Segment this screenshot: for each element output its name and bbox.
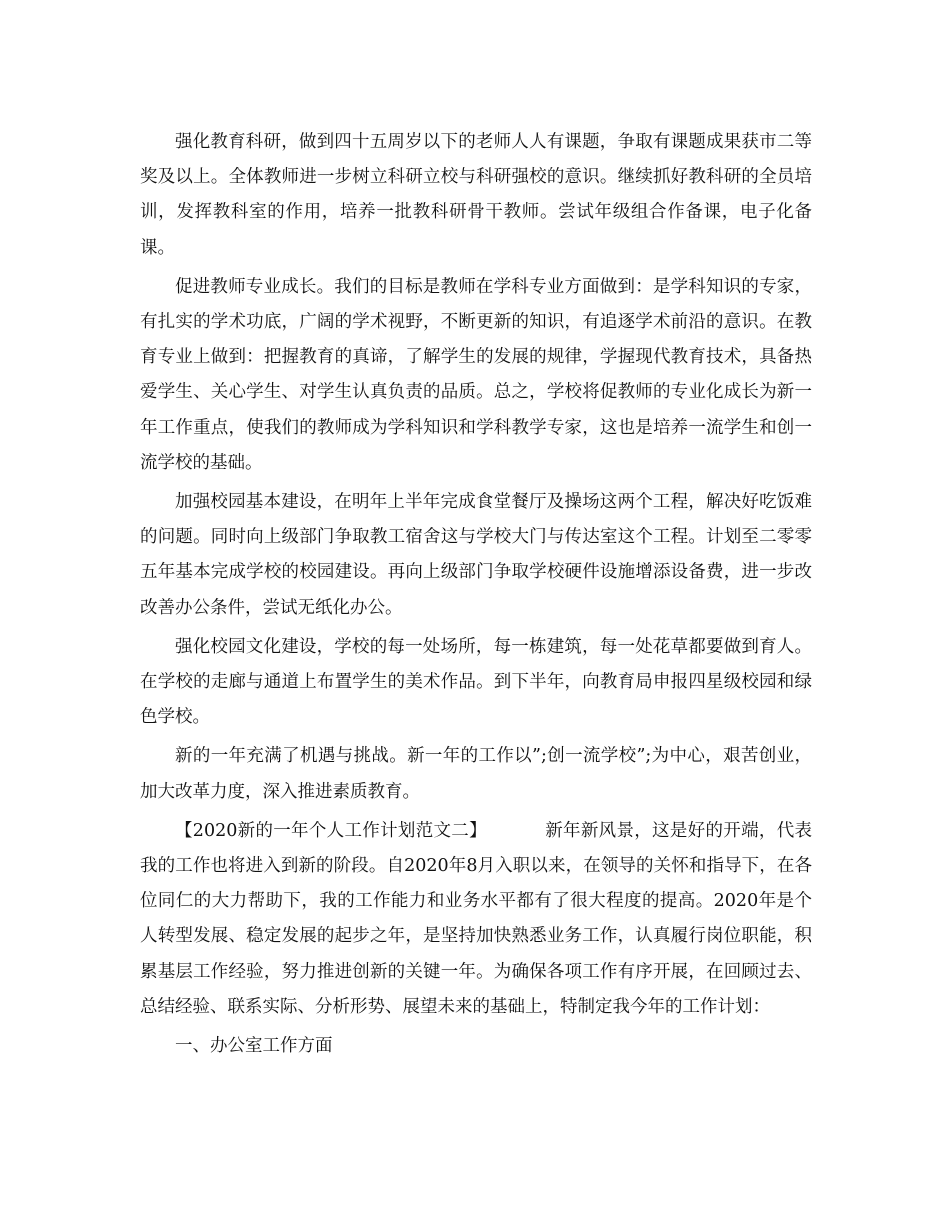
paragraph-new-year: 新的一年充满了机遇与挑战。新一年的工作以”;创一流学校”;为中心，艰苦创业，加大改革力度，深入推进素质教育。	[140, 746, 812, 802]
section-body: 新年新风景，这是好的开端，代表我的工作也将进入到新的阶段。自2020年8月入职以来，在领导的关怀和指导下，在各位同仁的大力帮助下，我的工作能力和业务水平都有了很大程度的提高。2020年是个人转型发展、稳定发展的起步之年，是坚持加快熟悉业务工作，认真履行岗位职能，积累基层工作经验，努力推进创新的关键一年。为确保各项工作有序开展，在回顾过去、总结经验、联系实际、分析形势、展望未来的基础上，特制定我今年的工作计划：	[140, 820, 812, 1017]
document-body	[140, 125, 812, 1068]
subheading-office-work: 一、办公室工作方面	[175, 1036, 333, 1057]
section-heading: 【2020新的一年个人工作计划范文二】	[175, 820, 487, 841]
paragraph-campus-construction: 加强校园基本建设，在明年上半年完成食堂餐厅及操场这两个工程，解决好吃饭难的问题。同时向上级部门争取教工宿舍这与学校大门与传达室这个工程。计划至二零零五年基本完成学校的校园建设。再向上级部门争取学校硬件设施增添设备费，进一步改改善办公条件，尝试无纸化办公。	[140, 492, 812, 618]
paragraph-plan-two	[140, 814, 812, 1025]
paragraph-teacher-growth: 促进教师专业成长。我们的目标是教师在学科专业方面做到：是学科知识的专家，有扎实的学术功底，广阔的学术视野，不断更新的知识，有追逐学术前沿的意识。在教育专业上做到：把握教育的真谛，了解学生的发展的规律，学握现代教育技术，具备热爱学生、关心学生、对学生认真负责的品质。总之，学校将促教师的专业化成长为新一年工作重点，使我们的教师成为学科知识和学科教学专家，这也是培养一流学生和创一流学校的基础。	[140, 276, 812, 473]
paragraph-campus-culture: 强化校园文化建设，学校的每一处场所，每一栋建筑，每一处花草都要做到育人。在学校的走廊与通道上布置学生的美术作品。到下半年，向教育局申报四星级校园和绿色学校。	[140, 636, 812, 728]
paragraph-research: 强化教育科研，做到四十五周岁以下的老师人人有课题，争取有课题成果获市二等奖及以上。全体教师进一步树立科研立校与科研强校的意识。继续抓好教科研的全员培训，发挥教科室的作用，培养一批教科研骨干教师。尝试年级组合作备课，电子化备课。	[140, 132, 812, 258]
